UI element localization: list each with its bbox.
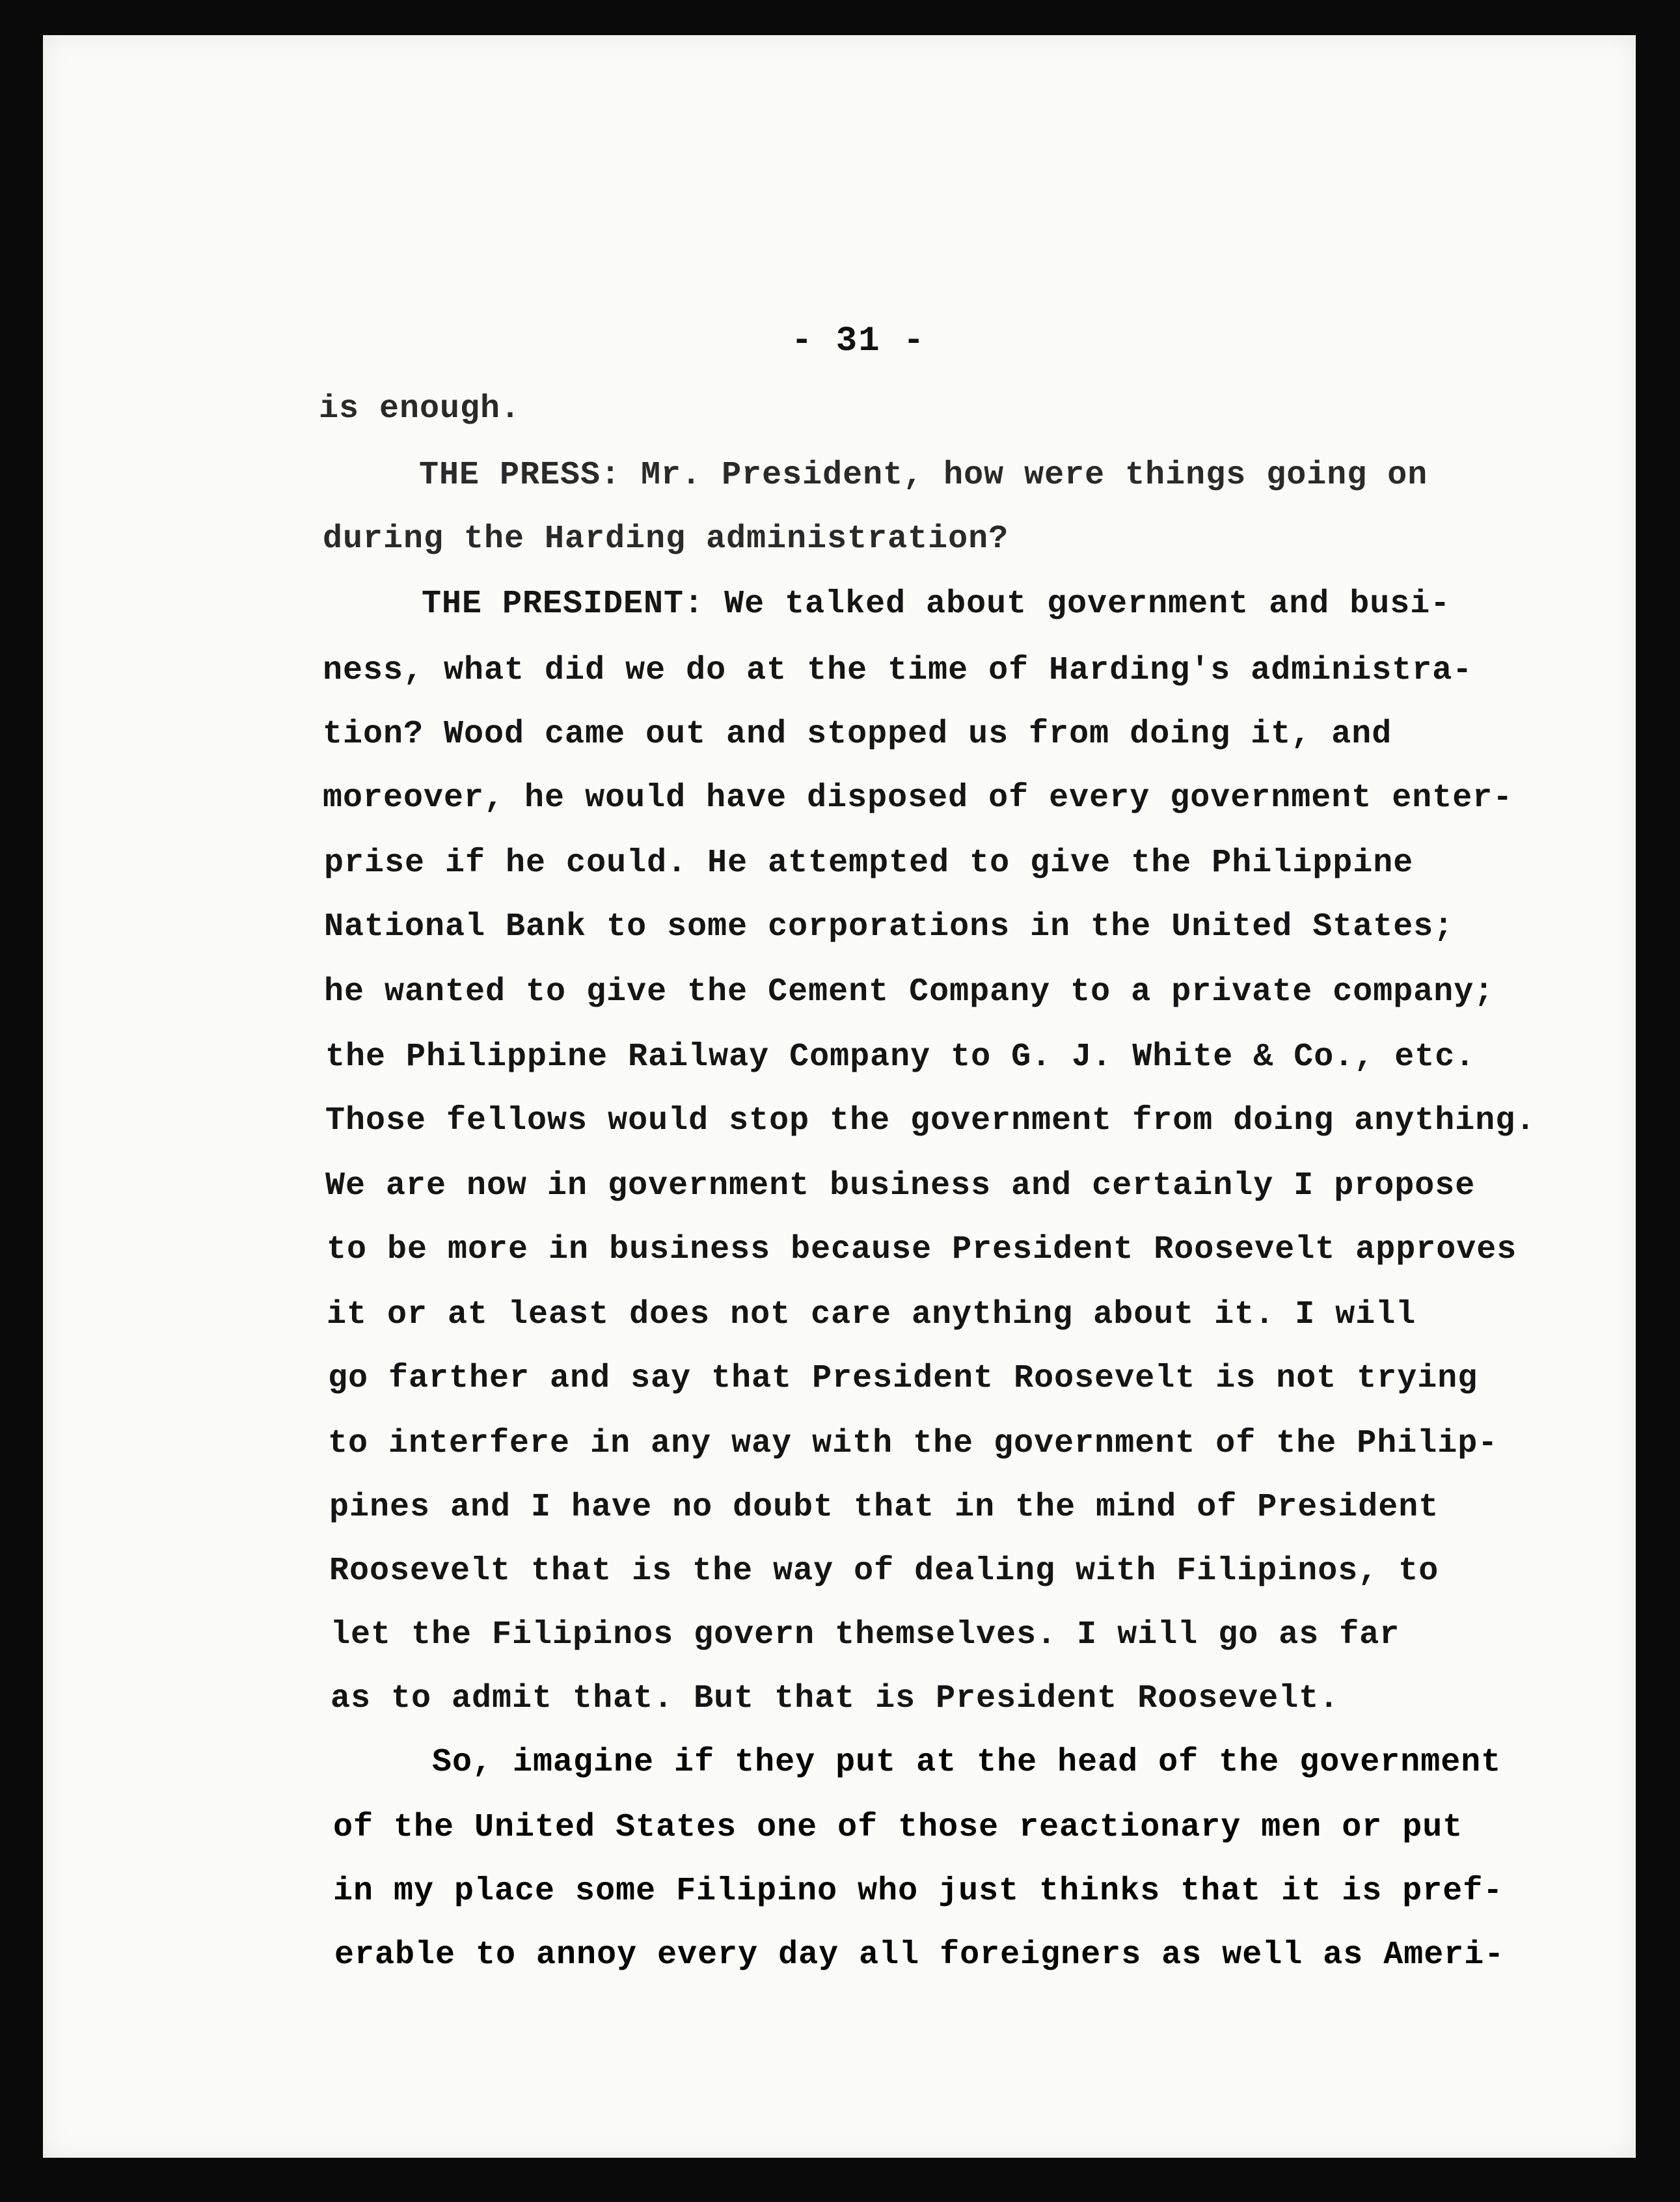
text-line: is enough.	[319, 390, 521, 428]
text-line: in my place some Filipino who just thinks that it is pref-	[333, 1873, 1504, 1910]
text-line: to be more in business because President Roosevelt approves	[327, 1231, 1517, 1268]
text-line: Those fellows would stop the government from doing anything.	[325, 1102, 1536, 1139]
text-line: pines and I have no doubt that in the mind of President	[329, 1489, 1439, 1526]
text-line: to interfere in any way with the government of the Philip-	[328, 1425, 1498, 1462]
text-line: it or at least does not care anything about it. I will	[327, 1296, 1416, 1333]
page-number: - 31 -	[791, 321, 926, 361]
text-line: the Philippine Railway Company to G. J. White & Co., etc.	[325, 1039, 1476, 1076]
text-line: of the United States one of those reactionary men or put	[333, 1809, 1463, 1846]
text-line: let the Filipinos govern themselves. I will go as far	[331, 1616, 1400, 1653]
text-line: National Bank to some corporations in the United States;	[324, 908, 1454, 945]
text-line: THE PRESIDENT: We talked about government and busi-	[422, 586, 1451, 623]
text-line: moreover, he would have disposed of every government enter-	[323, 780, 1513, 817]
text-line: Roosevelt that is the way of dealing with Filipinos, to	[329, 1553, 1439, 1590]
text-line: erable to annoy every day all foreigners as well as Ameri-	[334, 1937, 1505, 1974]
text-line: as to admit that. But that is President Roosevelt.	[331, 1680, 1340, 1717]
text-line: THE PRESS: Mr. President, how were things going on	[419, 457, 1428, 494]
text-line: prise if he could. He attempted to give the Philippine	[324, 845, 1414, 882]
document-page	[43, 35, 1636, 2158]
text-line: So, imagine if they put at the head of the government	[432, 1744, 1502, 1781]
text-line: during the Harding administration?	[323, 521, 1009, 558]
text-line: We are now in government business and certainly I propose	[325, 1167, 1476, 1204]
text-line: he wanted to give the Cement Company to a private company;	[324, 973, 1495, 1011]
text-line: ness, what did we do at the time of Harding's administra-	[323, 652, 1473, 689]
text-line: go farther and say that President Roosevelt is not trying	[328, 1360, 1478, 1397]
text-line: tion? Wood came out and stopped us from doing it, and	[323, 716, 1392, 753]
